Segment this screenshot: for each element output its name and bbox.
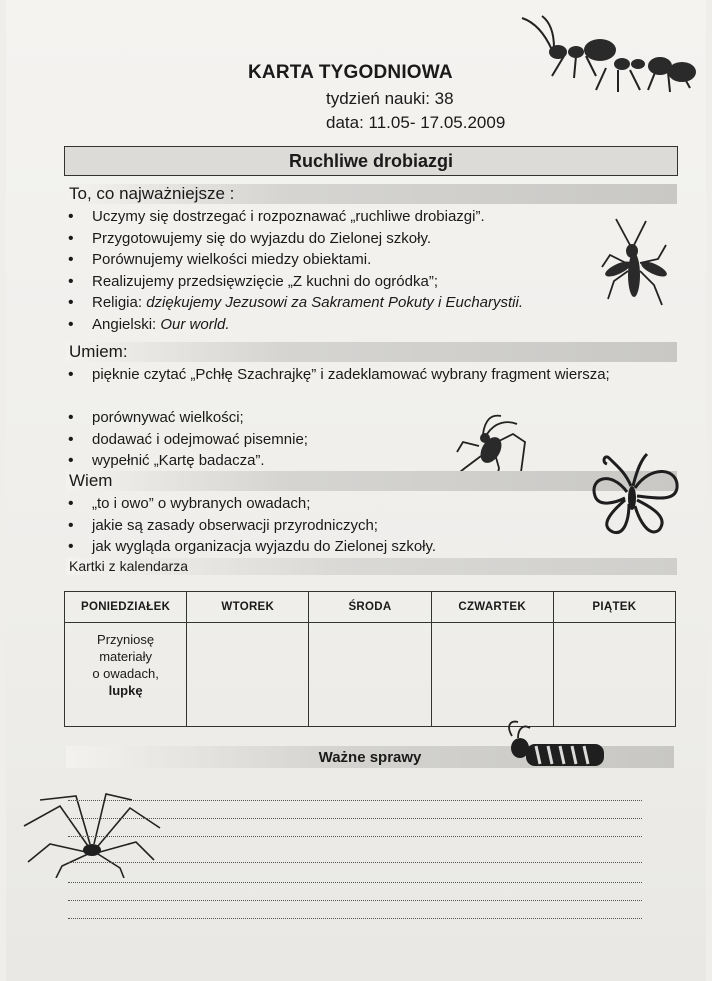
subject-title: Ruchliwe drobiazgi [64, 146, 678, 176]
list-item: • jakie są zasady obserwacji przyrodniczych; [66, 516, 436, 538]
important-heading: Ważne sprawy [66, 746, 674, 768]
list-item: • Angielski: Our world. [66, 315, 523, 337]
worksheet-page [6, 0, 706, 981]
list-item: • Przygotowujemy się do wyjazdu do Zielonej szkoły. [66, 229, 523, 251]
day-tuesday: WTOREK [187, 592, 309, 623]
day-wednesday: ŚRODA [309, 592, 431, 623]
most-important-list [66, 207, 523, 336]
list-item: • Uczymy się dostrzegać i rozpoznawać „ruchliwe drobiazgi”. [66, 207, 523, 229]
list-item: • jak wygląda organizacja wyjazdu do Zielonej szkoły. [66, 537, 436, 559]
list-item: • Realizujemy przedsięwzięcie „Z kuchni do ogródka”; [66, 272, 523, 294]
butterfly-icon [581, 448, 686, 538]
calendar-table [64, 591, 676, 727]
writing-line [68, 862, 642, 863]
page-title: KARTA TYGODNIOWA [248, 62, 453, 83]
writing-line [68, 882, 642, 883]
list-item: • pięknie czytać „Pchłę Szachrajkę” i zadeklamować wybrany fragment wiersza; [66, 365, 674, 408]
writing-line [68, 836, 642, 837]
wiem-list [66, 494, 436, 559]
list-item: • porównywać wielkości; [66, 408, 674, 430]
day-friday: PIĄTEK [553, 592, 675, 623]
section-heading-umiem: Umiem: [66, 342, 677, 362]
monday-cell: Przyniosę materiały o owadach, lupkę [65, 623, 187, 727]
writing-line [68, 800, 642, 801]
section-heading-most-important: To, co najważniejsze : [66, 184, 677, 204]
calendar-heading: Kartki z kalendarza [66, 558, 677, 575]
list-item: • Porównujemy wielkości miedzy obiektami. [66, 250, 523, 272]
writing-line [68, 818, 642, 819]
wednesday-cell [309, 623, 431, 727]
thursday-cell [431, 623, 553, 727]
writing-line [68, 900, 642, 901]
ants-icon [514, 12, 699, 94]
list-item: • dodawać i odejmować pisemnie; [66, 430, 674, 452]
date-range: data: 11.05- 17.05.2009 [326, 113, 506, 132]
tuesday-cell [187, 623, 309, 727]
day-thursday: CZWARTEK [431, 592, 553, 623]
list-item: • Religia: dziękujemy Jezusowi za Sakrament Pokuty i Eucharystii. [66, 293, 523, 315]
cricket-icon [451, 412, 531, 480]
week-number: tydzień nauki: 38 [326, 89, 454, 108]
mosquito-icon [596, 215, 676, 315]
day-monday: PONIEDZIAŁEK [65, 592, 187, 623]
friday-cell [553, 623, 675, 727]
caterpillar-icon [502, 718, 614, 776]
list-item: • wypełnić „Kartę badacza”. [66, 451, 674, 473]
list-item: • „to i owo” o wybranych owadach; [66, 494, 436, 516]
writing-line [68, 918, 642, 919]
section-heading-wiem: Wiem [66, 471, 677, 491]
